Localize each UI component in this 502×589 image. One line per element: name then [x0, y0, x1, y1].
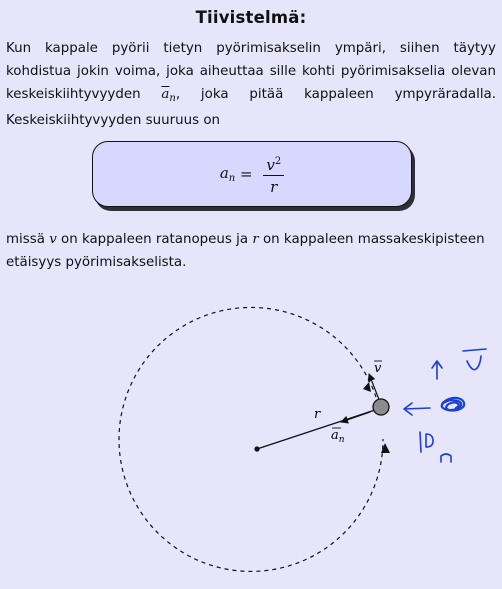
handwritten-a-bar	[420, 432, 421, 452]
radius-symbol: r	[252, 232, 259, 247]
paragraph-explanation-start: missä	[6, 232, 50, 247]
acceleration-label-sub: n	[338, 435, 345, 445]
handwritten-annotations	[404, 349, 486, 462]
acceleration-symbol	[161, 87, 175, 102]
radius-label: r	[314, 407, 321, 422]
formula-lhs-main: a	[219, 164, 229, 182]
paragraph-intro-text-start: Kun kappale pyörii tietyn pyörimisakselin ympäri, siihen täytyy kohdistua jokin voima, joka aiheuttaa sille kohti pyörimisakselia olevan keskeiskiihtyvyyden	[6, 41, 496, 102]
formula-box	[92, 141, 412, 207]
mass-body	[373, 399, 389, 415]
velocity-label: v	[374, 361, 382, 376]
formula-fraction	[263, 153, 284, 196]
handwritten-v	[467, 356, 481, 370]
formula-denominator: r	[270, 177, 278, 196]
paragraph-explanation-end: on kappaleen massakeskipisteen etäisyys pyörimisakselista.	[6, 232, 485, 270]
acceleration-label	[331, 428, 345, 445]
handwritten-scribble	[442, 398, 464, 411]
acceleration-symbol-sub: n	[169, 92, 176, 104]
handwritten-v-bar	[463, 349, 486, 351]
formula-numerator	[263, 153, 284, 176]
handwritten-n	[441, 454, 451, 462]
velocity-arrow	[369, 374, 380, 402]
acceleration-symbol-main: $\overline{a}$	[161, 86, 170, 102]
handwritten-velocity-arrow	[432, 361, 442, 379]
formula-lhs-sub: n	[228, 173, 236, 184]
handwritten-force-arrow	[404, 403, 430, 415]
formula-numerator-var: v	[266, 155, 275, 174]
paragraph-explanation	[6, 229, 496, 275]
paragraph-intro	[6, 38, 496, 133]
handwritten-a	[426, 434, 433, 447]
formula	[93, 142, 411, 206]
path-arrowhead-top	[363, 382, 371, 392]
velocity-symbol: v	[49, 232, 57, 247]
acceleration-arrow	[341, 412, 370, 422]
paragraph-explanation-mid: on kappaleen ratanopeus ja	[56, 232, 253, 247]
acceleration-label-main: a	[331, 428, 339, 443]
formula-equals: =	[235, 165, 258, 183]
paragraph-intro-text-end: , joka pitää kappaleen ympyräradalla. Keskeiskiihtyvyyden suuruus on	[6, 86, 496, 129]
formula-exponent: 2	[274, 155, 282, 167]
circular-motion-diagram	[0, 300, 502, 589]
formula-lhs	[220, 164, 235, 184]
summary-title: Tiivistelmä:	[195, 8, 307, 27]
